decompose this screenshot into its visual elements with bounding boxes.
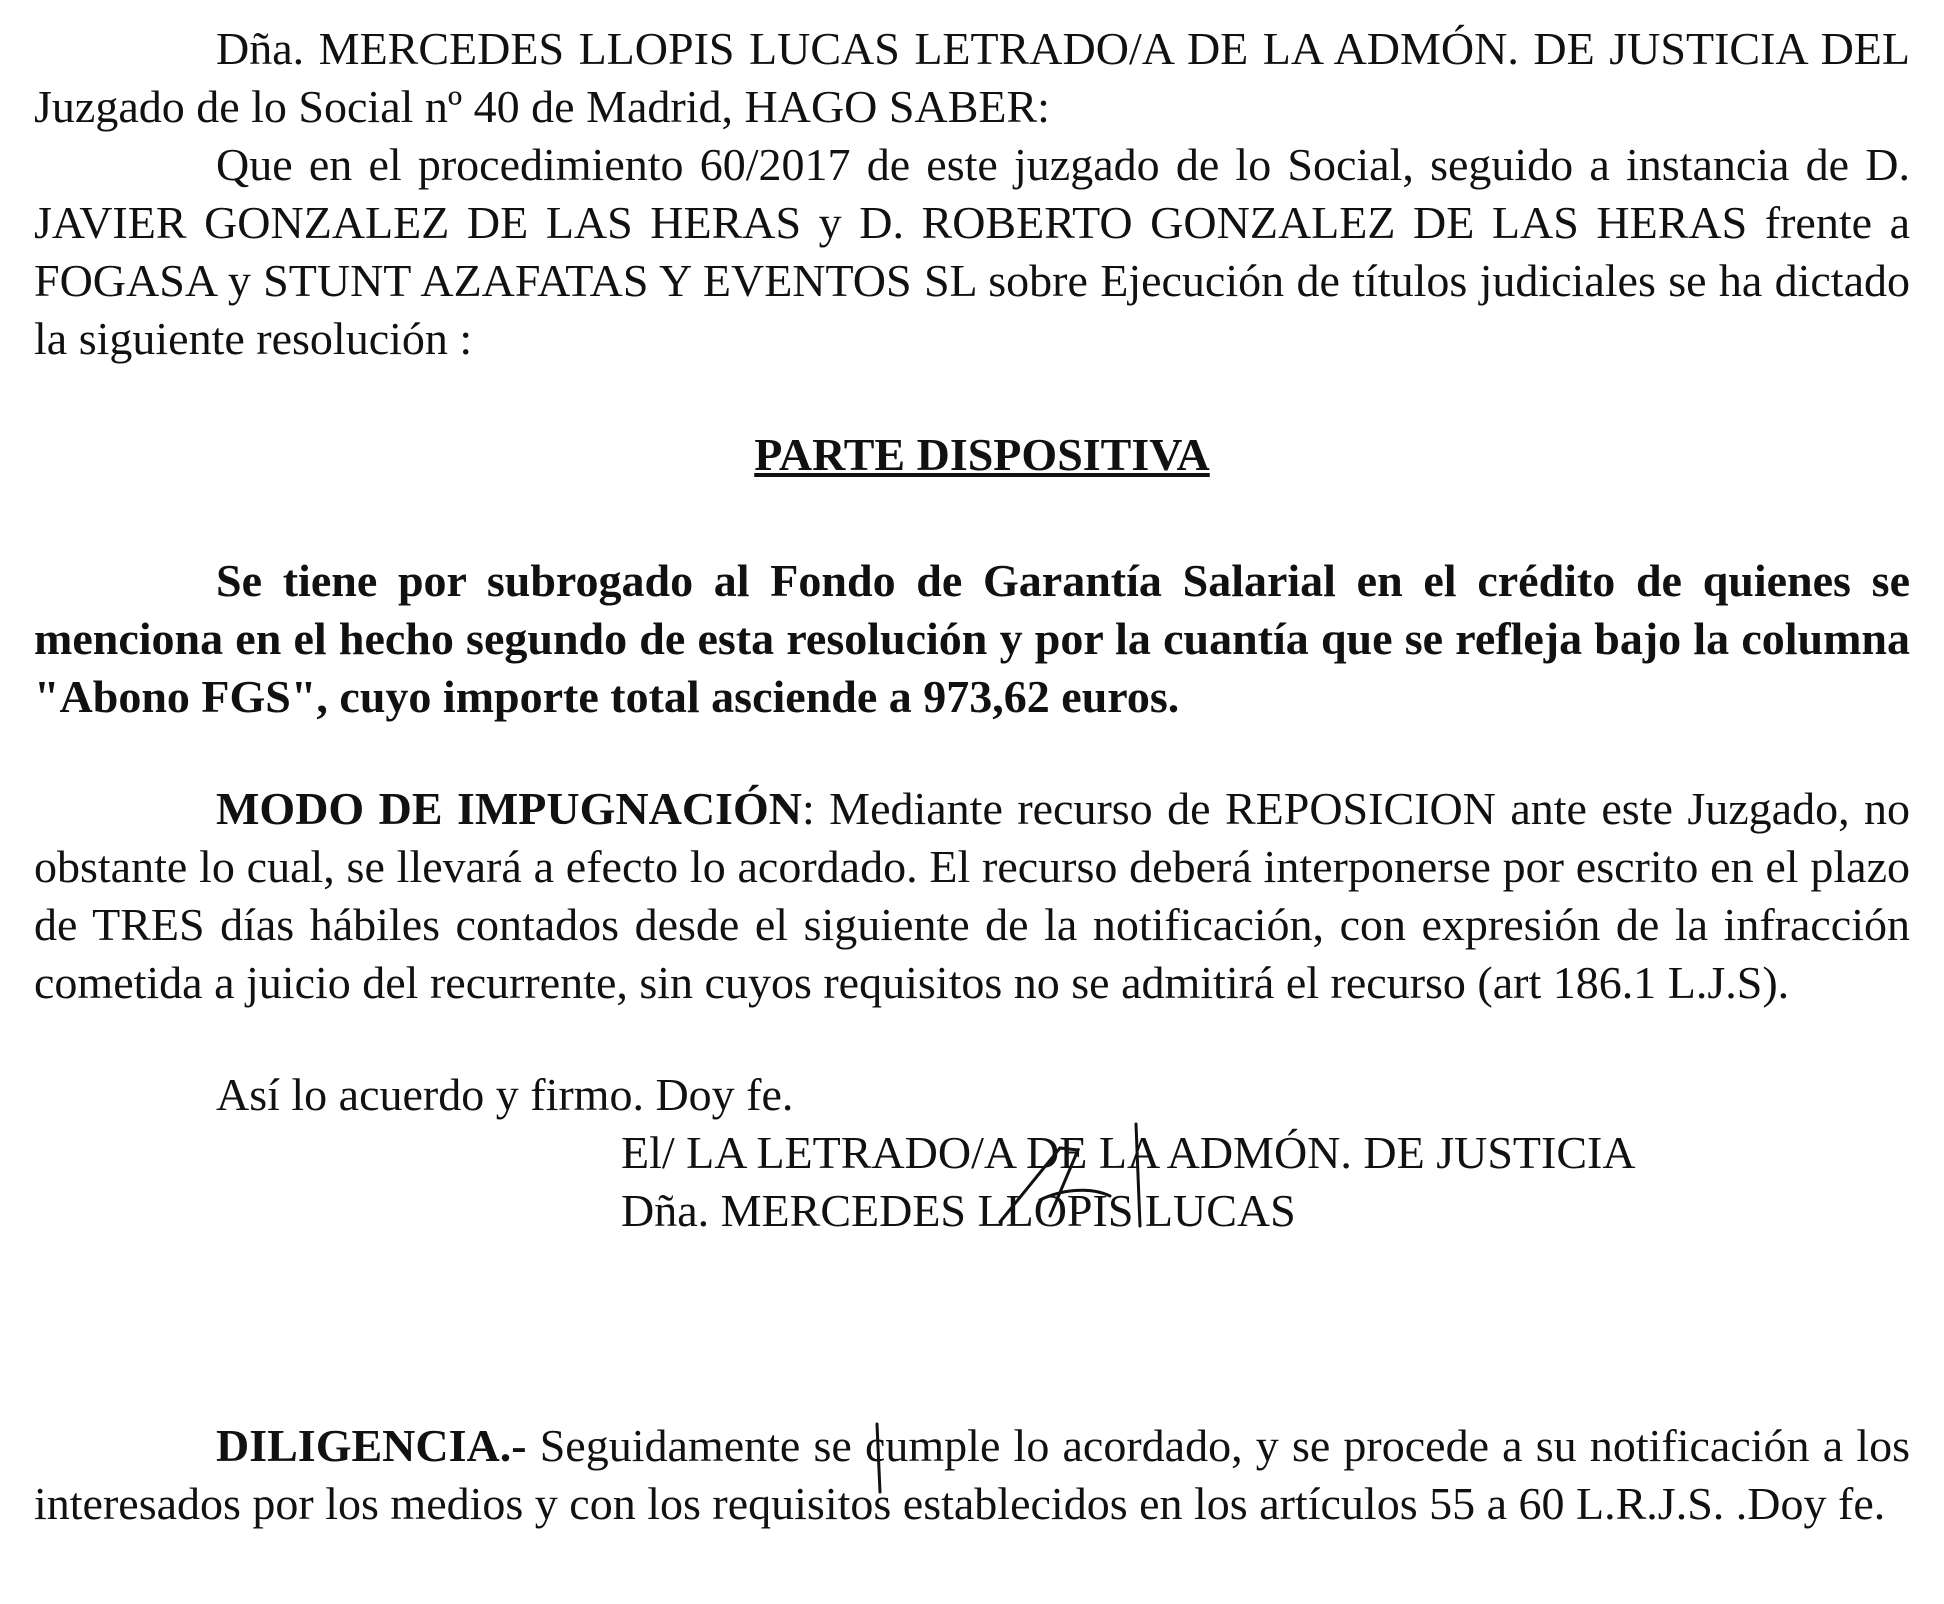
signature-name-line: Dña. MERCEDES LLOPIS LUCAS (621, 1185, 1296, 1236)
diligence-paragraph (34, 1417, 1910, 1533)
document-page (34, 20, 1910, 1529)
closing-line: Así lo acuerdo y firmo. Doy fe. (216, 1069, 794, 1120)
impugnation-label: MODO DE IMPUGNACIÓN (216, 783, 802, 834)
diligence-label: DILIGENCIA.- (216, 1420, 527, 1471)
dispositive-paragraph: Se tiene por subrogado al Fondo de Garantía Salarial en el crédito de quienes se menciona en el hecho segundo de esta resolución y por la cuantía que se refleja bajo la columna "Abono FGS", cuyo importe total asciende a 973,62 euros. (34, 555, 1910, 722)
impugnation-text: : Mediante recurso de REPOSICION ante este Juzgado, no obstante lo cual, se llevará a efecto lo acordado. El recurso deberá interponerse por escrito en el plazo de TRES días hábiles contados desde el siguiente de la notificación, con expresión de la infracción cometida a juicio del recurrente, sin cuyos requisitos no se admitirá el recurso (art 186.1 L.J.S). (34, 783, 1910, 1008)
signature-title-line: El/ LA LETRADO/A DE LA ADMÓN. DE JUSTICIA (621, 1127, 1636, 1178)
section-title: PARTE DISPOSITIVA (754, 429, 1210, 480)
intro-paragraph: Que en el procedimiento 60/2017 de este juzgado de lo Social, seguido a instancia de D. JAVIER GONZALEZ DE LAS HERAS y D. ROBERTO GONZALEZ DE LAS HERAS frente a FOGASA y STUNT AZAFATAS Y EVENTOS SL sobre Ejecución de títulos judiciales se ha dictado la siguiente resolución : (34, 139, 1910, 364)
diligence-text: Seguidamente se cumple lo acordado, y se procede a su notificación a los interesados por los medios y con los requisitos establecidos en los artículos 55 a 60 L.R.J.S. .Doy fe. (34, 1420, 1910, 1529)
header-paragraph: Dña. MERCEDES LLOPIS LUCAS LETRADO/A DE LA ADMÓN. DE JUSTICIA DEL Juzgado de lo Social nº 40 de Madrid, HAGO SABER: (34, 23, 1910, 132)
impugnation-paragraph (34, 780, 1910, 1012)
